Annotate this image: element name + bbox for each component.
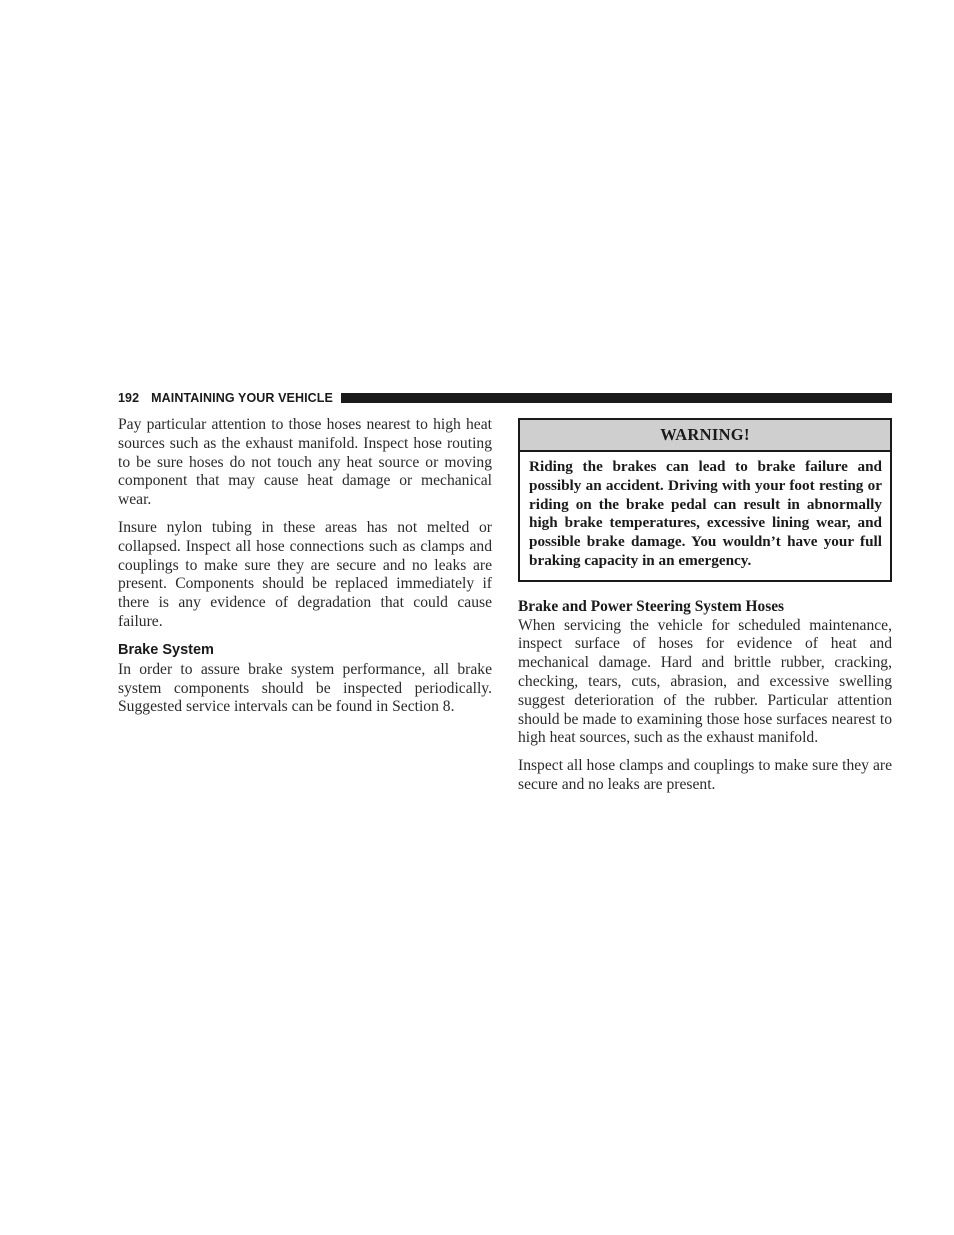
hoses-heading: Brake and Power Steering System Hoses <box>518 597 785 615</box>
brake-system-heading: Brake System <box>118 641 214 658</box>
header-rule <box>341 393 892 403</box>
paragraph-hose-attention: Pay particular attention to those hoses nearest to high heat sources such as the exhaust manifold. Inspect hose routing to be sure hoses do not touch any heat source or moving component that may cause heat damage or mechanical wear. <box>118 416 492 509</box>
right-column <box>518 418 892 804</box>
paragraph-brake-system: In order to assure brake system performance, all brake system components should be inspected periodically. Suggested service intervals can be found in Section 8. <box>118 660 492 716</box>
section-title: MAINTAINING YOUR VEHICLE <box>151 391 333 405</box>
paragraph-hose-clamps: Inspect all hose clamps and couplings to make sure they are secure and no leaks are present. <box>518 757 892 793</box>
warning-box <box>518 418 892 582</box>
warning-title: WARNING! <box>520 420 890 452</box>
warning-text: Riding the brakes can lead to brake failure and possibly an accident. Driving with your foot resting or riding on the brake pedal can result in abnormally high brake temperatures, excessive lining wear, and possible brake damage. You wouldn’t have your full braking capacity in an emergency. <box>529 458 882 569</box>
paragraph-nylon-tubing: Insure nylon tubing in these areas has not melted or collapsed. Inspect all hose connections such as clamps and couplings to make sure they are secure and no leaks are present. Components should be replaced immediately if there is any evidence of degradation that could cause failure. <box>118 518 492 630</box>
paragraph-hose-servicing: When servicing the vehicle for scheduled maintenance, inspect surface of hoses for evidence of heat and mechanical damage. Hard and brittle rubber, cracking, checking, tears, cuts, abrasion, and excessive swelling suggest deterioration of the rubber. Particular attention should be made to examining those hose surfaces nearest to high heat sources, such as the exhaust manifold. <box>518 616 892 747</box>
page-header <box>118 390 892 406</box>
page-number: 192 <box>118 391 140 405</box>
left-column <box>118 416 492 726</box>
